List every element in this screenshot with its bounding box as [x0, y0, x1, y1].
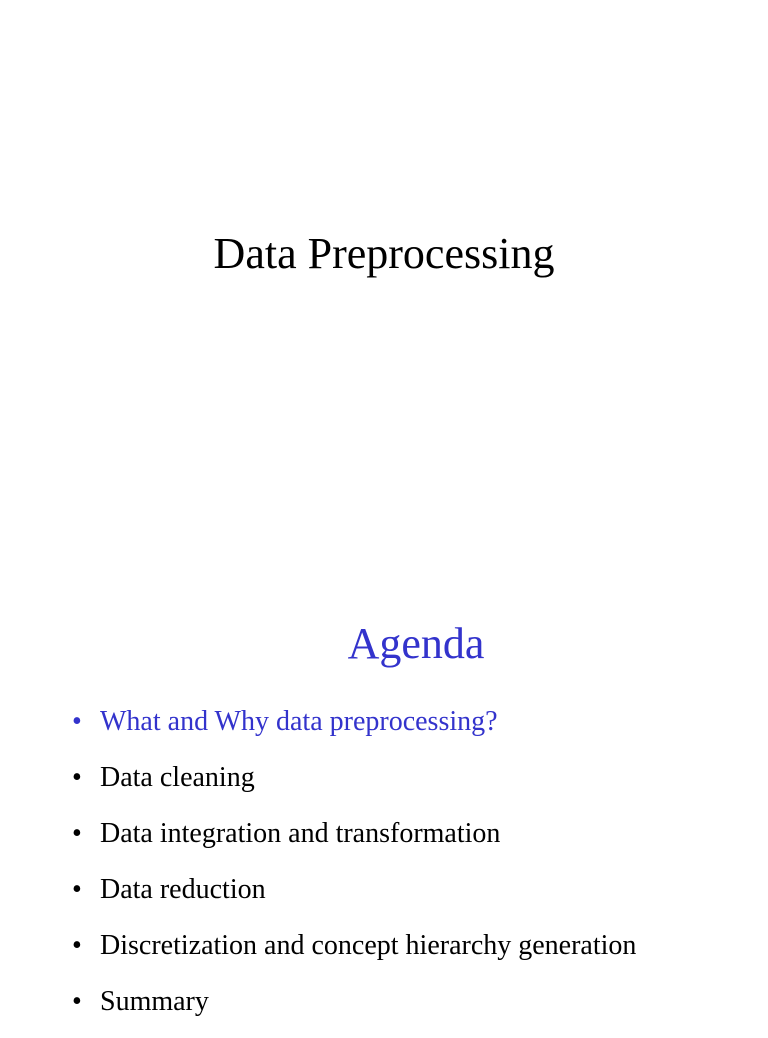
agenda-item-discretization [72, 926, 636, 982]
agenda-item-what-and-why [72, 702, 636, 758]
agenda-heading: Agenda [347, 619, 485, 668]
agenda-item-label: Data integration and transformation [100, 818, 501, 849]
agenda-item-label: Discretization and concept hierarchy generation [100, 930, 637, 961]
agenda-item-label: Summary [100, 986, 209, 1017]
agenda-list [72, 702, 636, 1038]
bullet-icon: • [72, 986, 82, 1017]
bullet-icon: • [72, 706, 82, 737]
agenda-item-label: What and Why data preprocessing? [100, 706, 498, 737]
bullet-icon: • [72, 874, 82, 905]
agenda-item-label: Data cleaning [100, 762, 255, 793]
bullet-icon: • [72, 762, 82, 793]
agenda-item-data-cleaning [72, 758, 636, 814]
agenda-item-reduction [72, 870, 636, 926]
agenda-item-integration [72, 814, 636, 870]
bullet-icon: • [72, 930, 82, 961]
bullet-icon: • [72, 818, 82, 849]
agenda-item-summary [72, 982, 636, 1038]
agenda-item-label: Data reduction [100, 874, 266, 905]
slide-title: Data Preprocessing [213, 229, 555, 278]
